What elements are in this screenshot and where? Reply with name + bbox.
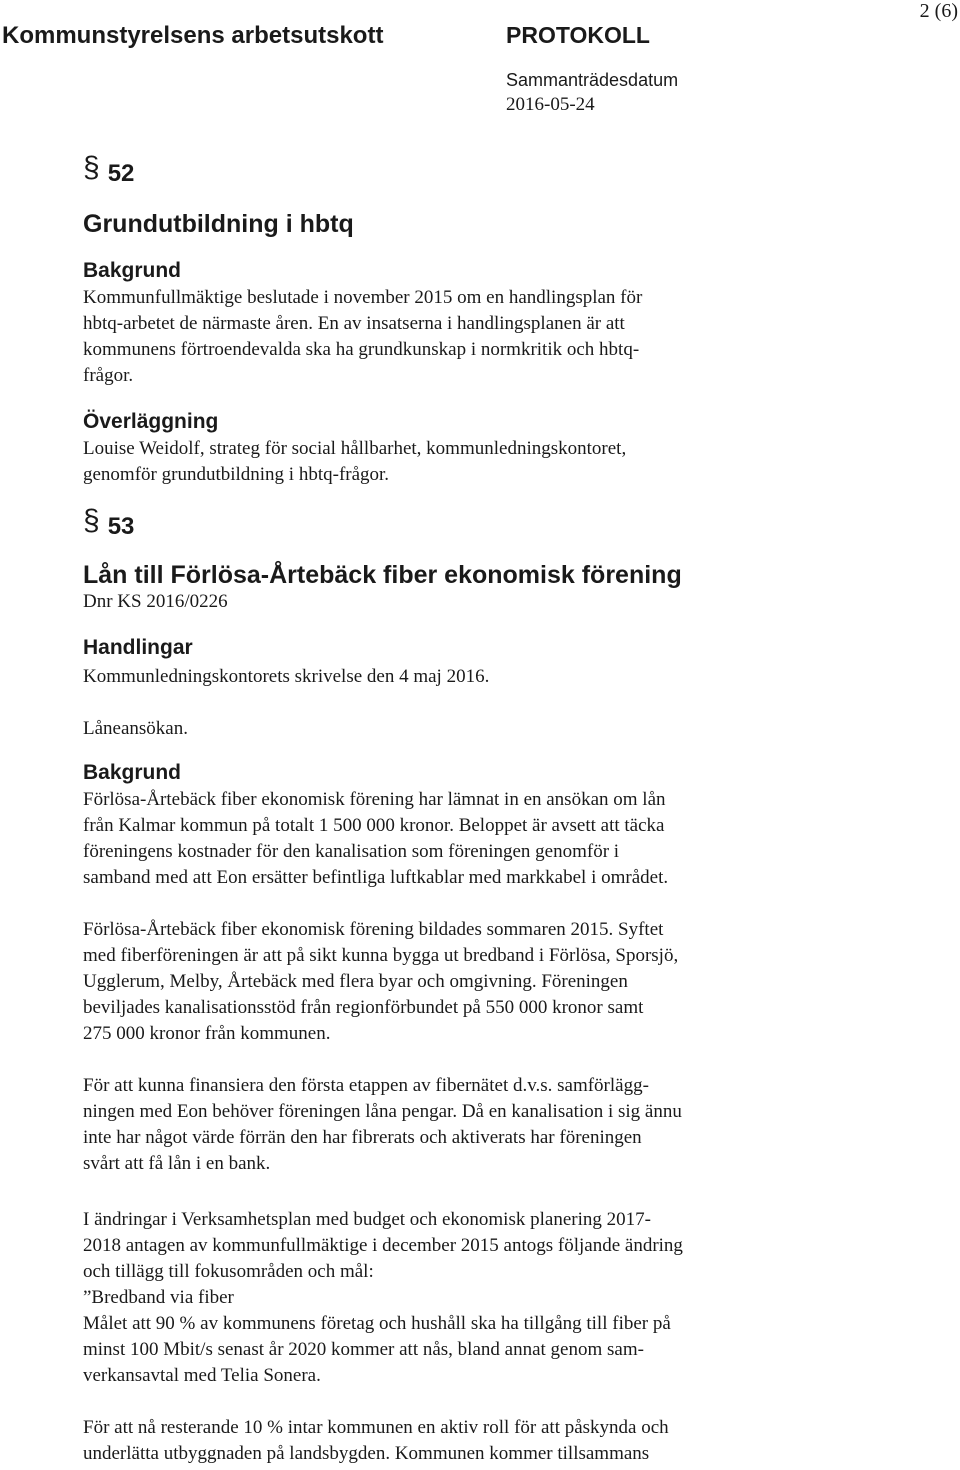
text-line: För att kunna finansiera den första etappen av fibernätet d.v.s. samförlägg- — [83, 1075, 649, 1096]
item-title: Lån till Förlösa-Årtebäck fiber ekonomisk förening — [83, 561, 682, 589]
text-line: Ugglerum, Melby, Årtebäck med flera byar och omgivning. Föreningen — [83, 971, 628, 992]
paragraph — [83, 1073, 803, 1177]
paragraph — [83, 787, 803, 891]
text-line: Förlösa-Årtebäck fiber ekonomisk förening bildades sommaren 2015. Syftet — [83, 919, 664, 940]
text-line: Målet att 90 % av kommunens företag och hushåll ska ha tillgång till fiber på — [83, 1313, 671, 1334]
text-line: ningen med Eon behöver föreningen låna pengar. Då en kanalisation i sig ännu — [83, 1101, 682, 1122]
section-body — [83, 436, 803, 488]
page-number: 2 (6) — [919, 0, 958, 22]
paragraph-sign: § — [83, 504, 100, 537]
text-line: Kommunledningskontorets skrivelse den 4 maj 2016. — [83, 666, 490, 687]
meeting-date: 2016-05-24 — [506, 94, 595, 115]
section-heading: Överläggning — [83, 410, 219, 433]
text-line: 2018 antagen av kommunfullmäktige i december 2015 antogs följande ändring — [83, 1235, 683, 1256]
text-line: samband med att Eon ersätter befintliga luftkablar med markkabel i området. — [83, 867, 669, 888]
paragraph-number: 52 — [107, 160, 135, 187]
organization-name: Kommunstyrelsens arbetsutskott — [2, 22, 384, 49]
text-line: Louise Weidolf, strateg för social hållbarhet, kommunledningskontoret, — [83, 438, 627, 459]
text-line: inte har något värde förrän den har fibrerats och aktiverats har föreningen — [83, 1127, 642, 1148]
text-line: Förlösa-Årtebäck fiber ekonomisk förening har lämnat in en ansökan om lån — [83, 789, 666, 810]
text-line: från Kalmar kommun på totalt 1 500 000 kronor. Beloppet är avsett att täcka — [83, 815, 665, 836]
text-line: kommunens förtroendevalda ska ha grundkunskap i normkritik och hbtq- — [83, 339, 640, 360]
text-line: 275 000 kronor från kommunen. — [83, 1023, 331, 1044]
text-line: verkansavtal med Telia Sonera. — [83, 1365, 321, 1386]
paragraph-number: 53 — [107, 513, 135, 540]
section-heading: Bakgrund — [83, 259, 182, 282]
paragraph-sign: § — [83, 151, 100, 184]
text-line: Låneansökan. — [83, 718, 188, 739]
text-line: I ändringar i Verksamhetsplan med budget och ekonomisk planering 2017- — [83, 1209, 651, 1230]
paragraph — [83, 1207, 803, 1389]
text-line: ”Bredband via fiber — [83, 1287, 234, 1308]
section-body — [83, 285, 803, 389]
meeting-date-label: Sammanträdesdatum — [506, 70, 679, 90]
paragraph — [83, 917, 803, 1047]
paragraph-heading-52 — [83, 151, 135, 189]
text-line: För att nå resterande 10 % intar kommunen en aktiv roll för att påskynda och — [83, 1417, 669, 1438]
text-line: underlätta utbyggnaden på landsbygden. Kommunen kommer tillsammans — [83, 1443, 650, 1464]
section-heading: Handlingar — [83, 636, 193, 659]
item-title: Grundutbildning i hbtq — [83, 210, 354, 238]
document-type: PROTOKOLL — [506, 22, 650, 48]
text-line: svårt att få lån i en bank. — [83, 1153, 271, 1174]
text-line: minst 100 Mbit/s senast år 2020 kommer att nås, bland annat genom sam- — [83, 1339, 644, 1360]
text-line: frågor. — [83, 365, 134, 386]
text-line: föreningens kostnader för den kanalisation som föreningen genomför i — [83, 841, 620, 862]
section-heading: Bakgrund — [83, 761, 182, 784]
paragraph — [83, 1415, 803, 1467]
text-line: med fiberföreningen är att på sikt kunna bygga ut bredband i Förlösa, Sporsjö, — [83, 945, 679, 966]
text-line: Kommunfullmäktige beslutade i november 2015 om en handlingsplan för — [83, 287, 643, 308]
text-line: genomför grundutbildning i hbtq-frågor. — [83, 464, 390, 485]
paragraph-heading-53 — [83, 504, 135, 542]
text-line: och tillägg till fokusområden och mål: — [83, 1261, 374, 1282]
text-line: beviljades kanalisationsstöd från regionförbundet på 550 000 kronor samt — [83, 997, 644, 1018]
case-reference: Dnr KS 2016/0226 — [83, 591, 228, 612]
text-line: hbtq-arbetet de närmaste åren. En av insatserna i handlingsplanen är att — [83, 313, 625, 334]
